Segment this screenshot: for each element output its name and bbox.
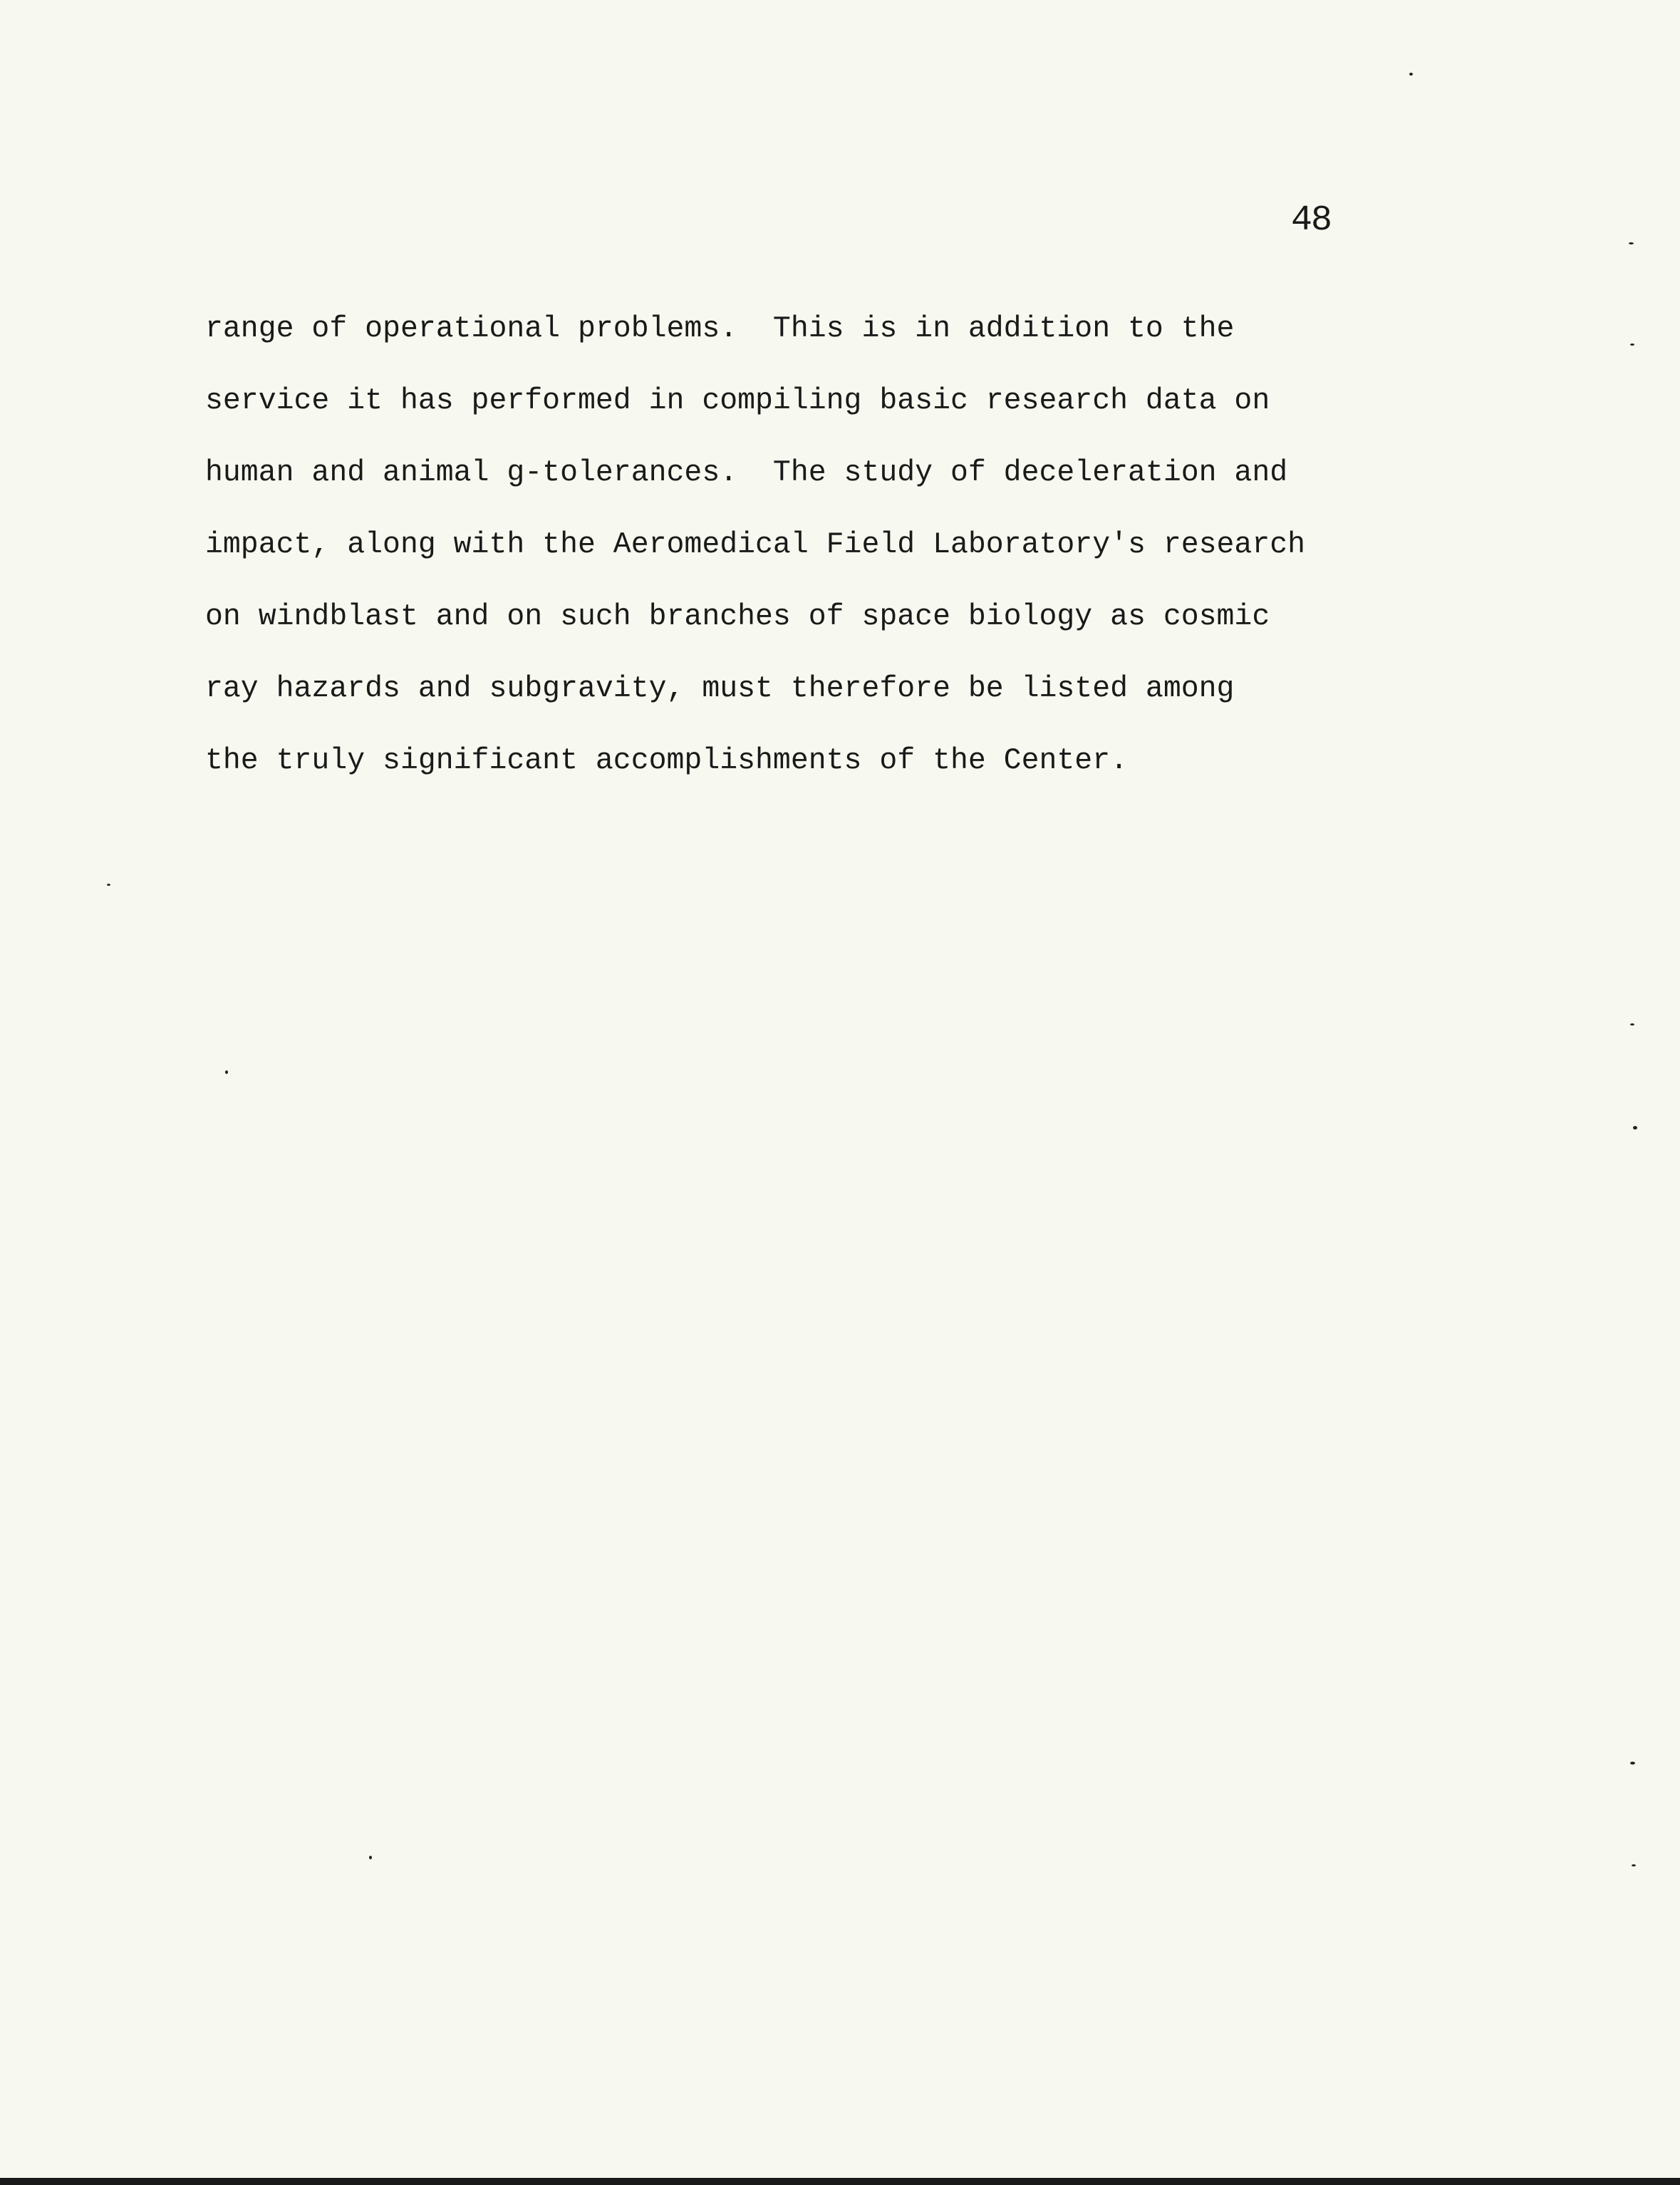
- text-line: human and animal g-tolerances. The study of deceleration and: [205, 456, 1288, 490]
- scan-speck: [1630, 1762, 1635, 1765]
- body-paragraph: [205, 308, 1345, 812]
- scan-speck: [1409, 73, 1413, 76]
- text-line: impact, along with the Aeromedical Field Laboratory's research: [205, 528, 1306, 562]
- scan-speck: [1629, 242, 1634, 244]
- scan-speck: [1630, 1023, 1634, 1026]
- scan-speck: [1633, 1126, 1637, 1130]
- scan-speck: [1632, 1864, 1636, 1866]
- text-line: on windblast and on such branches of space biology as cosmic: [205, 600, 1270, 634]
- page-number: 48: [1291, 200, 1332, 241]
- text-line: service it has performed in compiling basic research data on: [205, 384, 1270, 418]
- scan-speck: [1630, 343, 1634, 346]
- text-line: ray hazards and subgravity, must therefore be listed among: [205, 672, 1235, 706]
- scan-bottom-edge: [0, 2178, 1680, 2185]
- scan-speck: [107, 884, 110, 886]
- scan-speck: [225, 1070, 228, 1074]
- text-line: the truly significant accomplishments of the Center.: [205, 744, 1129, 778]
- text-line: range of operational problems. This is in addition to the: [205, 312, 1235, 346]
- scan-speck: [369, 1856, 372, 1859]
